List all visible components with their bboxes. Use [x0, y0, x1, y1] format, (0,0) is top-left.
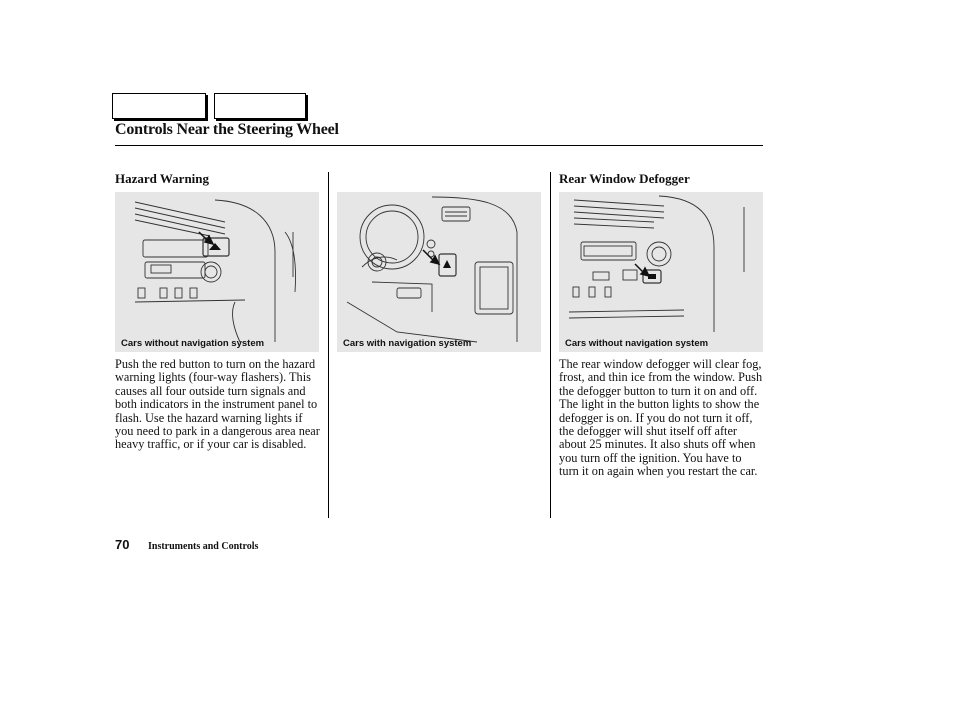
title-divider [115, 145, 763, 146]
hazard-warning-heading: Hazard Warning [115, 171, 210, 186]
section-name: Instruments and Controls [148, 541, 259, 552]
hazard-warning-illustration [115, 192, 319, 352]
column-divider-right [550, 172, 551, 518]
rear-window-defogger-text: The rear window defogger will clear fog, frost, and thin ice from the window. Push the defogger button to turn it on and off. The light in the button lights to show the defogger is on. If you do not turn it off, the defogger will shut itself off after about 25 minutes. It also shuts off when you turn off the ignition. You have to turn it on again when you restart the car. [559, 357, 763, 479]
rear-window-defogger-heading: Rear Window Defogger [559, 171, 690, 186]
nav-tab-2[interactable] [214, 93, 306, 119]
page-title: Controls Near the Steering Wheel [115, 121, 339, 138]
rear-window-defogger-illustration [559, 192, 763, 352]
hazard-warning-caption: Cars without navigation system [121, 338, 265, 349]
rear-window-defogger-caption: Cars without navigation system [565, 338, 709, 349]
nav-tab-1[interactable] [112, 93, 206, 119]
hazard-warning-nav-illustration [337, 192, 541, 352]
page-number: 70 [115, 537, 130, 552]
hazard-warning-text: Push the red button to turn on the hazard warning lights (four-way flashers). This causes all four outside turn signals and both indicators in the instrument panel to flash. Use the hazard warning lights if you need to park in a dangerous area near heavy traffic, or if your car is disabled. [115, 357, 320, 452]
hazard-warning-nav-caption: Cars with navigation system [343, 338, 472, 349]
column-divider-left [328, 172, 329, 518]
